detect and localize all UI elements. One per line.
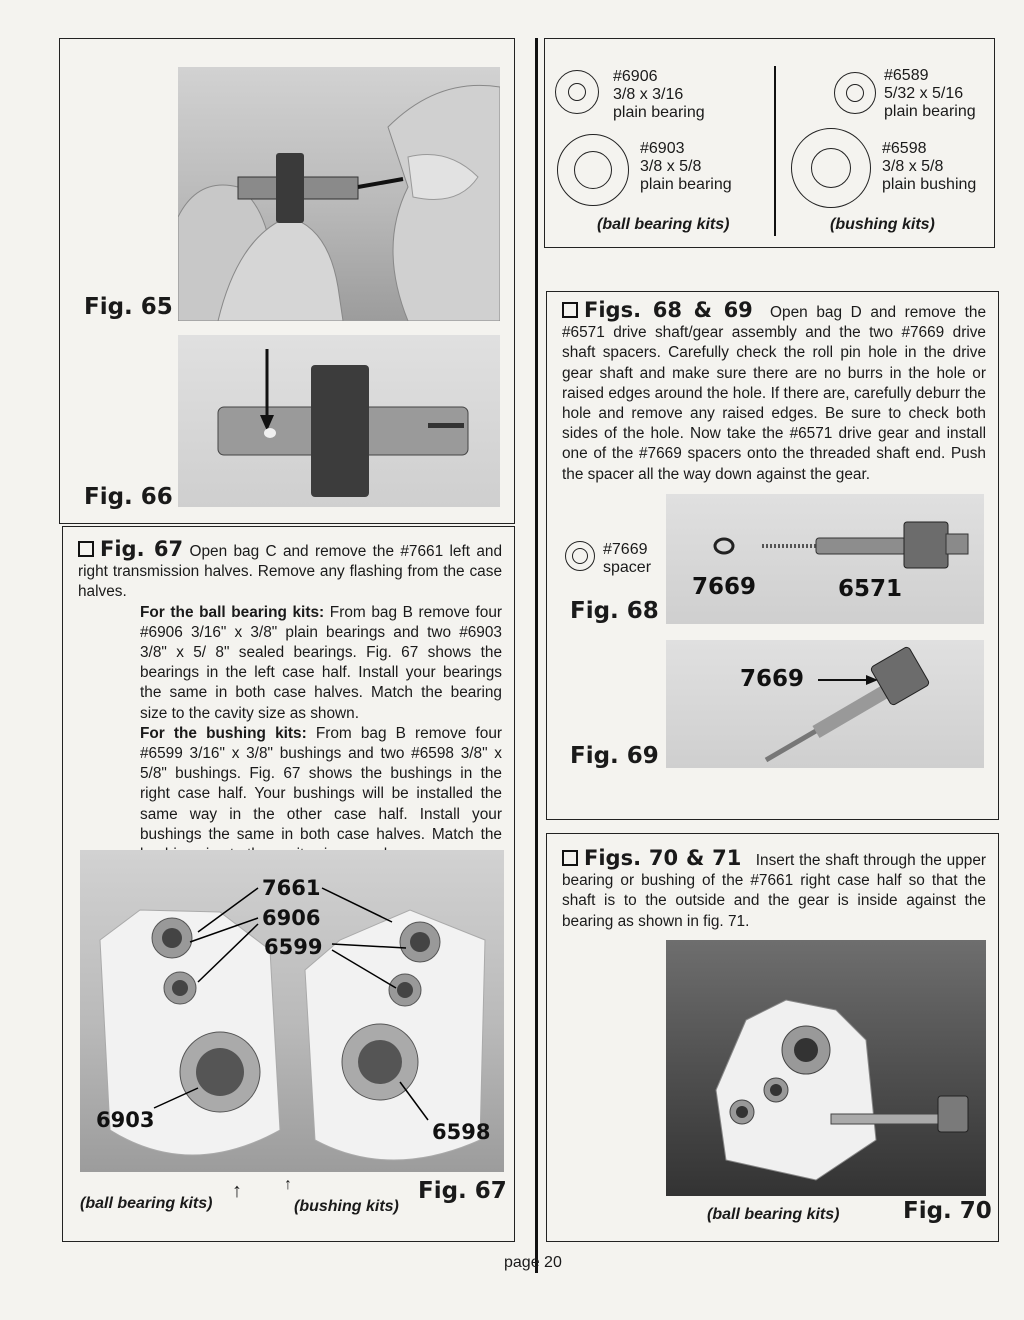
bearing-6906-inner-icon: [568, 83, 586, 101]
fig67-caption-ball: (ball bearing kits): [80, 1195, 213, 1212]
fig68-photo: [666, 494, 984, 624]
fig68-lead: Figs. 68 & 69: [584, 298, 753, 322]
bearing-6906-text: #6906 3/8 x 3/16 plain bearing: [613, 68, 705, 121]
fig69-photo: [666, 640, 984, 768]
callout-6599: 6599: [264, 935, 323, 959]
bushing-6598-inner-icon: [811, 148, 851, 188]
fig67-label: Fig. 67: [418, 1178, 507, 1204]
fig69-label: Fig. 69: [570, 743, 659, 769]
fig70-caption: (ball bearing kits): [707, 1206, 840, 1223]
fig70-lead: Figs. 70 & 71: [584, 846, 742, 870]
bearing-6903-text: #6903 3/8 x 5/8 plain bearing: [640, 140, 732, 193]
fig65-label: Fig. 65: [84, 294, 173, 320]
callout-6903: 6903: [96, 1108, 155, 1132]
legend-caption-bush: (bushing kits): [830, 216, 935, 233]
bearing-6903-inner-icon: [574, 151, 612, 189]
callout-7661: 7661: [262, 876, 321, 900]
spacer-7669-inner-icon: [572, 548, 588, 564]
callout-6906: 6906: [262, 906, 321, 930]
spacer-installed-shaft-illustration: [666, 640, 984, 768]
checkbox-icon[interactable]: [562, 850, 578, 866]
up-arrow-icon: ↑: [284, 1176, 292, 1193]
spacer-and-drive-gear-illustration: [666, 494, 984, 624]
fig65-photo: [178, 67, 500, 321]
fig67-caption-bush: (bushing kits): [294, 1198, 399, 1215]
spacer-7669-text: #7669 spacer: [603, 541, 652, 576]
fig70-instructions: [562, 848, 986, 932]
fig67-instructions: [78, 539, 502, 865]
callout-7669: 7669: [740, 666, 805, 692]
callout-6598: 6598: [432, 1120, 491, 1144]
callout-6571: 6571: [838, 576, 903, 602]
legend-caption-ball: (ball bearing kits): [597, 216, 730, 233]
fig68-body: Open bag D and remove the #6571 drive shaft/gear assembly and the two #7669 drive shaft spacers. Carefully check the roll pin hole in the drive gear shaft and make sure there are no burrs in the hole or raised edges around the hole. If there are, carefully deburr the hole and remove any raised edges. Be sure to check both sides of the hole. Now take the #6571 drive gear and install one of the #7669 spacers onto the threaded shaft end. Push the spacer all the way down against the gear.: [562, 304, 986, 483]
fig70-photo: [666, 940, 986, 1196]
column-divider: [535, 38, 538, 1273]
fig66-label: Fig. 66: [84, 484, 173, 510]
fig67-intro: Open bag C and remove the #7661 left and right transmission halves. Remove any flashing from the case halves.: [78, 543, 503, 601]
fig70-label: Fig. 70: [903, 1198, 992, 1224]
ball-text: From bag B remove four #6906 3/16" x 3/8" plain bearings and two #6903 3/8" x 5/ 8" sealed bearings. Fig. 67 shows the bearings in the left case half. Install your bearings the same in both case halves. Match the bearing size to the cavity size as shown.: [140, 603, 503, 722]
case-half-with-shaft-illustration: [666, 940, 986, 1196]
shaft-gear-illustration: [178, 335, 500, 507]
fig68-label: Fig. 68: [570, 598, 659, 624]
bushing-6598-text: #6598 3/8 x 5/8 plain bushing: [882, 140, 977, 193]
page-number: page 20: [504, 1254, 562, 1271]
bushing-6589-inner-icon: [846, 84, 864, 102]
bush-text: From bag B remove four #6599 3/16" x 3/8" bushings and two #6598 3/8" x 5/8" bushings. Fig. 67 shows the bushings in the right case half. Your bushings will be installed the same way in the other case half. Install your bushings the same in both case halves. Match the: [140, 724, 502, 843]
bush-heading: For the bushing kits:: [140, 724, 307, 742]
legend-divider: [774, 66, 776, 236]
fingers-holding-shaft-illustration: [178, 67, 500, 321]
fig66-photo: [178, 335, 500, 507]
fig68-instructions: [562, 300, 986, 485]
ball-heading: For the ball bearing kits:: [140, 603, 325, 621]
fig67-lead: Fig. 67: [100, 537, 184, 561]
fig67-photo: [80, 850, 504, 1172]
callout-7669: 7669: [692, 574, 757, 600]
bushing-6589-text: #6589 5/32 x 5/16 plain bearing: [884, 67, 976, 120]
up-arrow-icon: ↑: [232, 1180, 242, 1202]
checkbox-icon[interactable]: [78, 541, 94, 557]
fig70-body: Insert the shaft through the upper bearing or bushing of the #7661 right case half so that the shaft is to the outside and the gear is inside against the bearing as shown in fig. 71.: [562, 852, 987, 930]
checkbox-icon[interactable]: [562, 302, 578, 318]
